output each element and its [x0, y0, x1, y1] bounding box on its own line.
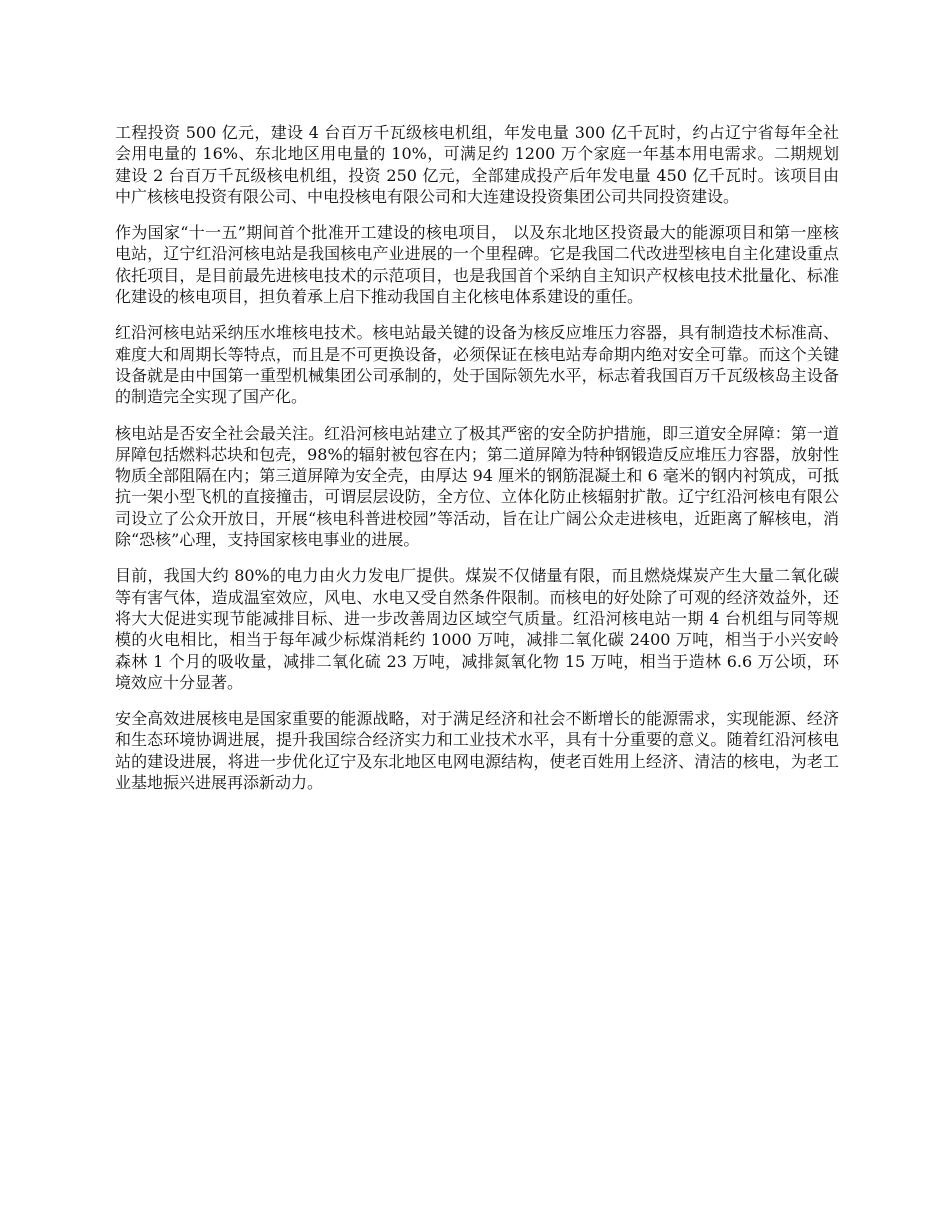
paragraph-environment: 目前，我国大约 80%的电力由火力发电厂提供。煤炭不仅储量有限，而且燃烧煤炭产生大量二氧化碳等有害气体，造成温室效应，风电、水电又受自然条件限制。而核电的好处除了可观的经济效益外，还将大大促进实现节能减排目标、进一步改善周边区域空气质量。红沿河核电站一期 4 台机组与同等规模的火电相比，相当于每年减少标煤消耗约 1000 万吨，减排二氧化碳 2400 万吨，相当于小兴安岭森林 1 个月的吸收量，减排二氧化硫 23 万吨，减排氮氧化物 15 万吨，相当于造林 6.6 万公顷，环境效应十分显著。 [115, 566, 839, 692]
paragraph-milestone: 作为国家“十一五”期间首个批准开工建设的核电项目， 以及东北地区投资最大的能源项目和第一座核电站，辽宁红沿河核电站是我国核电产业进展的一个里程碑。它是我国二代改进型核电自主化建设重点依托项目，是目前最先进核电技术的示范项目，也是我国首个采纳自主知识产权核电技术批量化、标准化建设的核电项目，担负着承上启下推动我国自主化核电体系建设的重任。 [115, 223, 839, 307]
paragraph-strategy: 安全高效进展核电是国家重要的能源战略，对于满足经济和社会不断增长的能源需求，实现能源、经济和生态环境协调进展，提升我国综合经济实力和工业技术水平，具有十分重要的意义。随着红沿河核电站的建设进展，将进一步优化辽宁及东北地区电网电源结构，使老百姓用上经济、清洁的核电，为老工业基地振兴进展再添新动力。 [115, 709, 839, 793]
paragraph-investment: 工程投资 500 亿元，建设 4 台百万千瓦级核电机组，年发电量 300 亿千瓦时，约占辽宁省每年全社会用电量的 16%、东北地区用电量的 10%，可满足约 1200 万个家庭一年基本用电需求。二期规划建设 2 台百万千瓦级核电机组，投资 250 亿元，全部建成投产后年发电量 450 亿千瓦时。该项目由中广核核电投资有限公司、中电投核电有限公司和大连建设投资集团公司共同投资建设。 [115, 123, 839, 206]
paragraph-technology: 红沿河核电站采纳压水堆核电技术。核电站最关键的设备为核反应堆压力容器，具有制造技术标准高、难度大和周期长等特点，而且是不可更换设备，必须保证在核电站寿命期内绝对安全可靠。而这个关键设备就是由中国第一重型机械集团公司承制的，处于国际领先水平，标志着我国百万千瓦级核岛主设备的制造完全实现了国产化。 [115, 323, 839, 407]
paragraph-safety: 核电站是否安全社会最关注。红沿河核电站建立了极其严密的安全防护措施，即三道安全屏障：第一道屏障包括燃料芯块和包壳，98%的辐射被包容在内；第二道屏障为特种钢锻造反应堆压力容器，放射性物质全部阻隔在内；第三道屏障为安全壳，由厚达 94 厘米的钢筋混凝土和 6 毫米的钢内衬筑成，可抵抗一架小型飞机的直接撞击，可谓层层设防，全方位、立体化防止核辐射扩散。辽宁红沿河核电有限公司设立了公众开放日，开展“核电科普进校园”等活动，旨在让广阔公众走进核电，近距离了解核电，消除“恐核”心理，支持国家核电事业的进展。 [115, 423, 839, 550]
document-body [115, 122, 839, 808]
